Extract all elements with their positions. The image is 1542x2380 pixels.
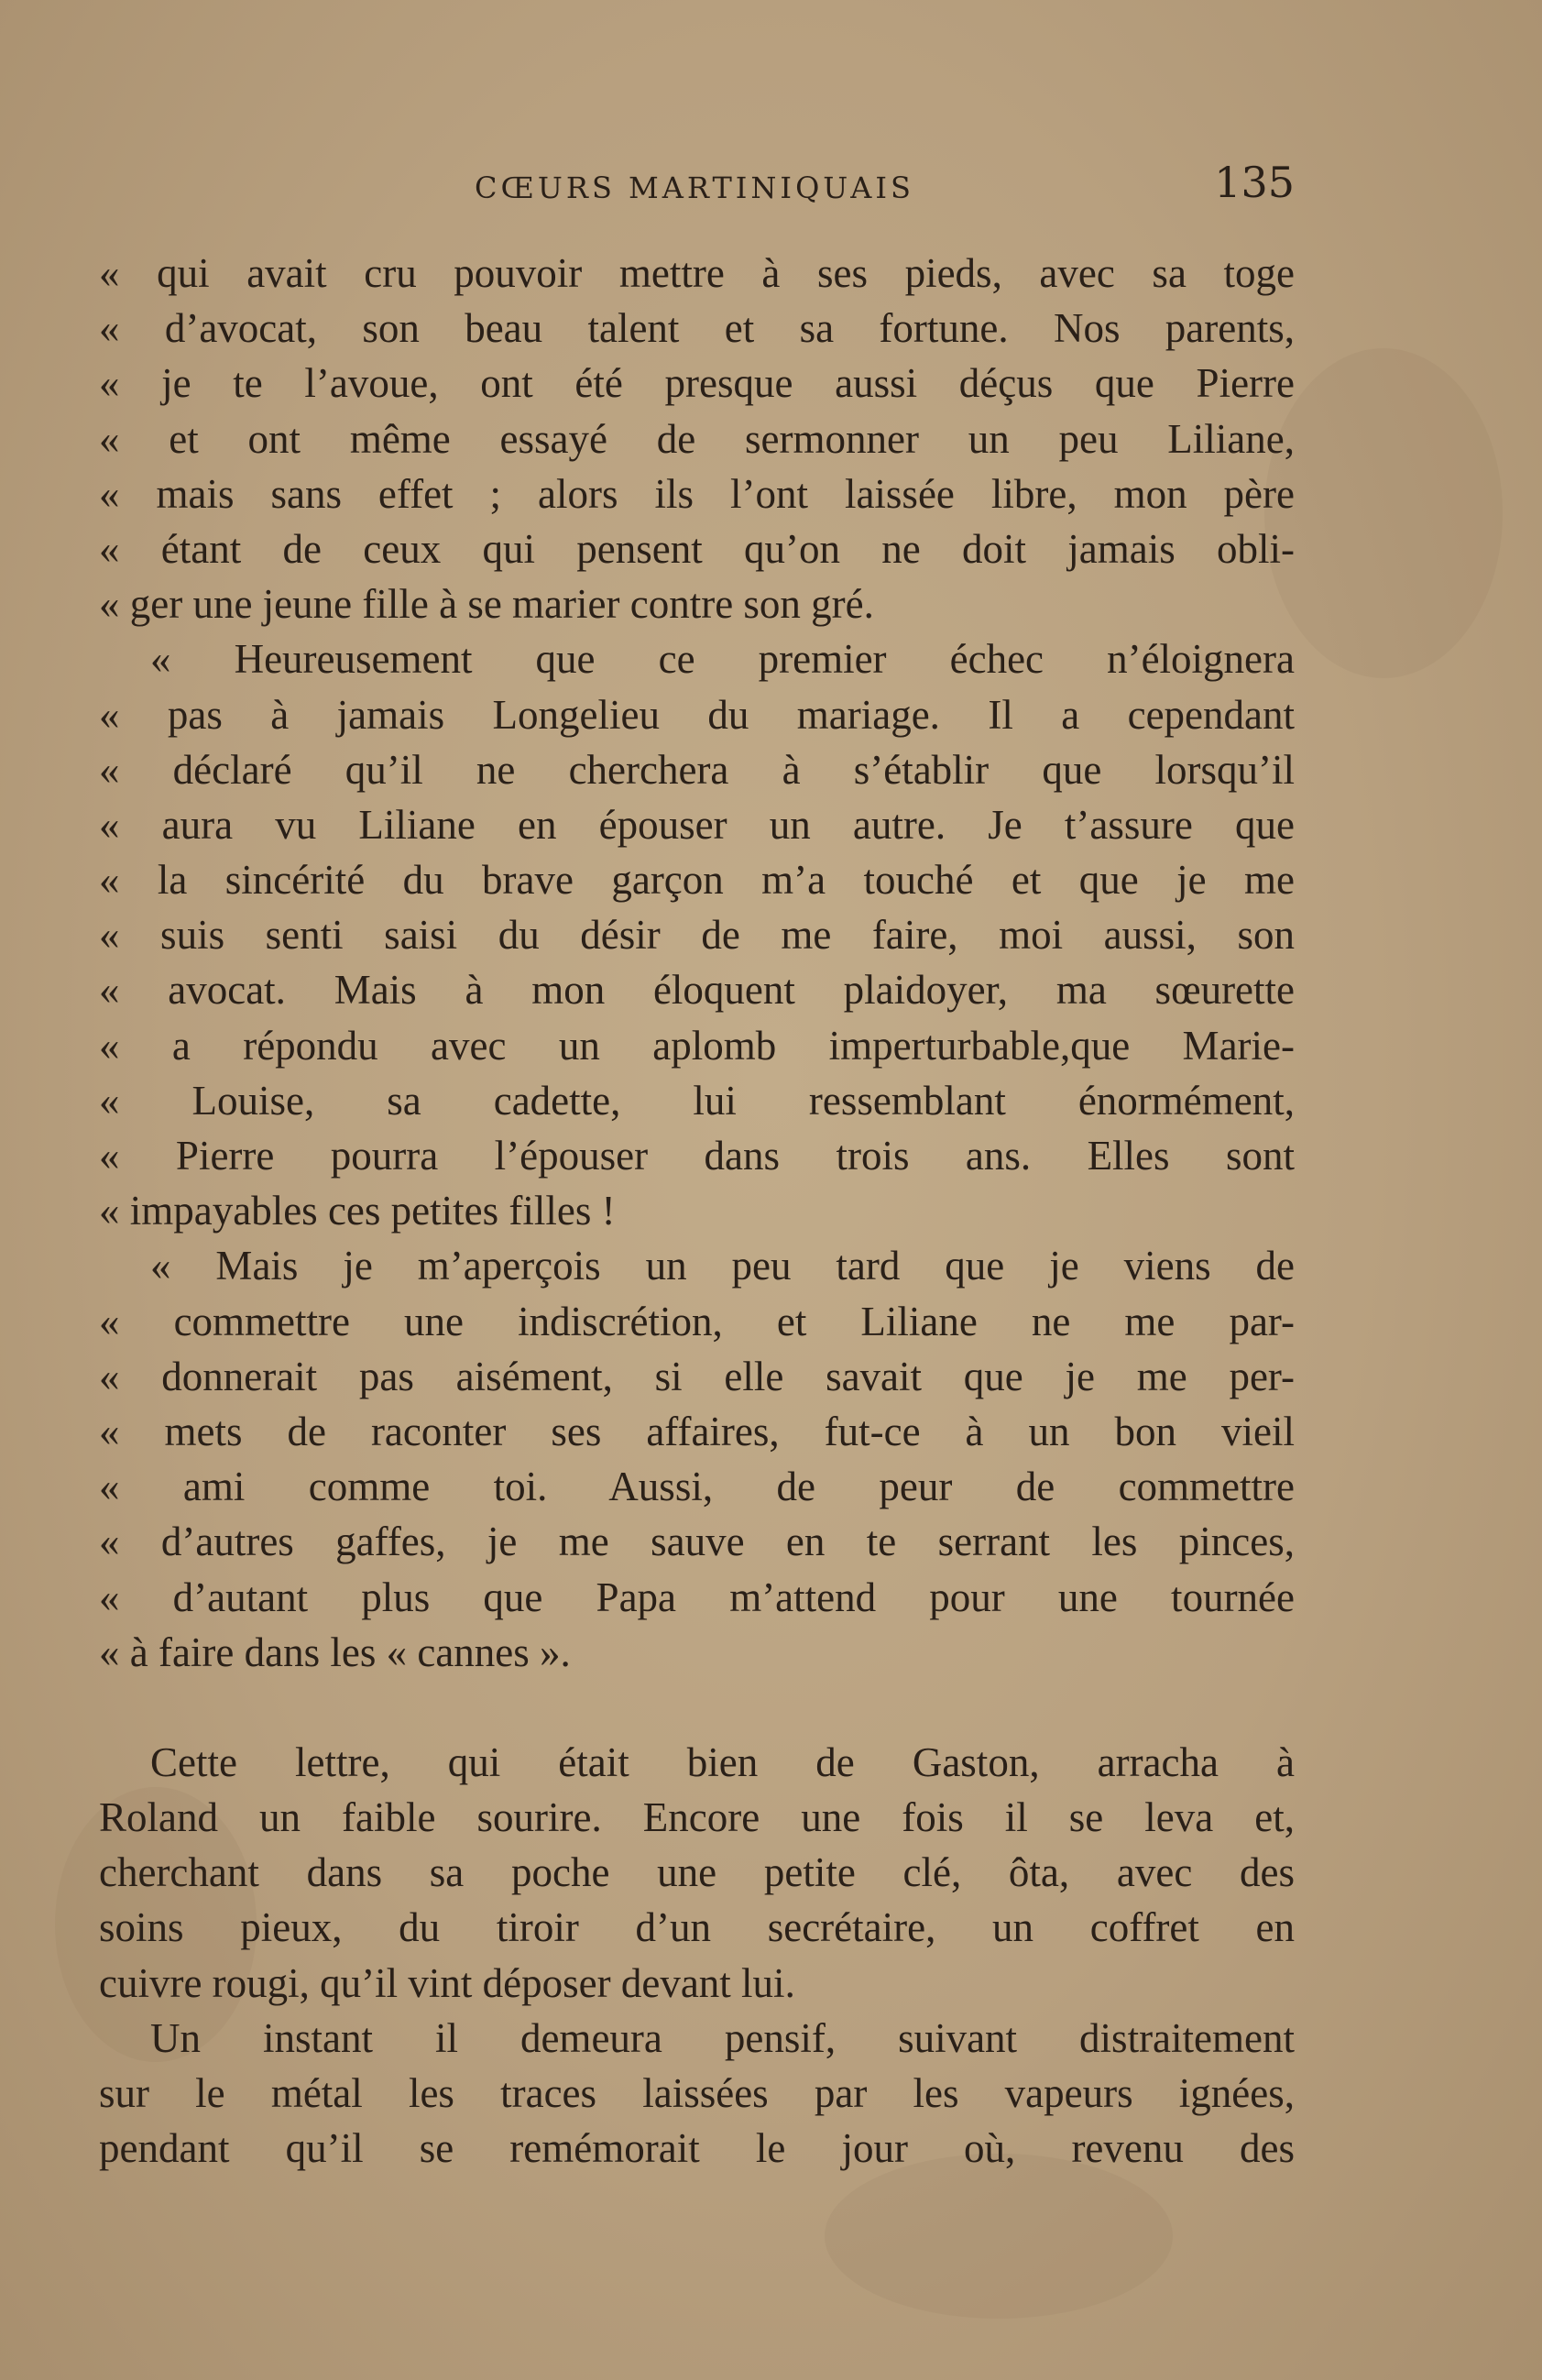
text-line: « ami comme toi. Aussi, de peur de commettre [99, 1464, 1295, 1510]
text-line: « d’avocat, son beau talent et sa fortune. Nos parents, [99, 305, 1295, 352]
text-line: « suis senti saisi du désir de me faire, moi aussi, son [99, 912, 1295, 959]
text-line: « a répondu avec un aplomb imperturbable,que Marie- [99, 1022, 1295, 1069]
text-line: Un instant il demeura pensif, suivant distraitement [150, 2014, 1295, 2061]
text-line: Cette lettre, qui était bien de Gaston, arracha à [150, 1738, 1295, 1785]
page-number: 135 [1214, 158, 1295, 207]
text-line: « qui avait cru pouvoir mettre à ses pieds, avec sa toge [99, 250, 1295, 296]
text-line: « commettre une indiscrétion, et Liliane ne me par- [99, 1298, 1295, 1344]
paragraph-gap [99, 1680, 1295, 1735]
text-line: « Louise, sa cadette, lui ressemblant énormément, [99, 1077, 1295, 1124]
page-header [99, 158, 1295, 209]
text-line: pendant qu’il se remémorait le jour où, revenu des [99, 2125, 1295, 2172]
text-line: « ger une jeune fille à se marier contre son gré. [99, 581, 874, 628]
text-line: « étant de ceux qui pensent qu’on ne doit jamais obli- [99, 525, 1295, 572]
text-line: « aura vu Liliane en épouser un autre. Je t’assure que [99, 801, 1295, 848]
text-line: « Pierre pourra l’épouser dans trois ans. Elles sont [99, 1133, 1295, 1179]
text-line: « Mais je m’aperçois un peu tard que je viens de [150, 1243, 1295, 1289]
text-line: « d’autres gaffes, je me sauve en te serrant les pinces, [99, 1519, 1295, 1565]
text-line: « mais sans effet ; alors ils l’ont laissée libre, mon père [99, 470, 1295, 517]
body-text [99, 246, 1295, 2176]
text-line: « pas à jamais Longelieu du mariage. Il a cependant [99, 691, 1295, 738]
text-line: « d’autant plus que Papa m’attend pour une tournée [99, 1574, 1295, 1620]
text-line: « et ont même essayé de sermonner un peu Liliane, [99, 415, 1295, 462]
text-line: soins pieux, du tiroir d’un secrétaire, un coffret en [99, 1904, 1295, 1951]
text-line: sur le métal les traces laissées par les vapeurs ignées, [99, 2070, 1295, 2116]
text-line: cuivre rougi, qu’il vint déposer devant lui. [99, 1959, 795, 2006]
text-line: « Heureusement que ce premier échec n’éloignera [150, 636, 1295, 683]
paper-stain [825, 2154, 1173, 2319]
text-line: « donnerait pas aisément, si elle savait que je me per- [99, 1353, 1295, 1399]
running-title: CŒURS MARTINIQUAIS [475, 170, 914, 205]
text-line: « mets de raconter ses affaires, fut-ce à un bon vieil [99, 1408, 1295, 1454]
text-line: Roland un faible sourire. Encore une fois il se leva et, [99, 1794, 1295, 1841]
text-line: cherchant dans sa poche une petite clé, ôta, avec des [99, 1849, 1295, 1896]
text-line: « impayables ces petites filles ! [99, 1188, 616, 1234]
text-line: « je te l’avoue, ont été presque aussi déçus que Pierre [99, 360, 1295, 407]
text-line: « déclaré qu’il ne cherchera à s’établir que lorsqu’il [99, 746, 1295, 793]
text-line: « la sincérité du brave garçon m’a touché et que je me [99, 857, 1295, 904]
text-line: « à faire dans les « cannes ». [99, 1629, 571, 1675]
text-line: « avocat. Mais à mon éloquent plaidoyer, ma sœurette [99, 967, 1295, 1014]
paper-stain [1264, 348, 1503, 678]
